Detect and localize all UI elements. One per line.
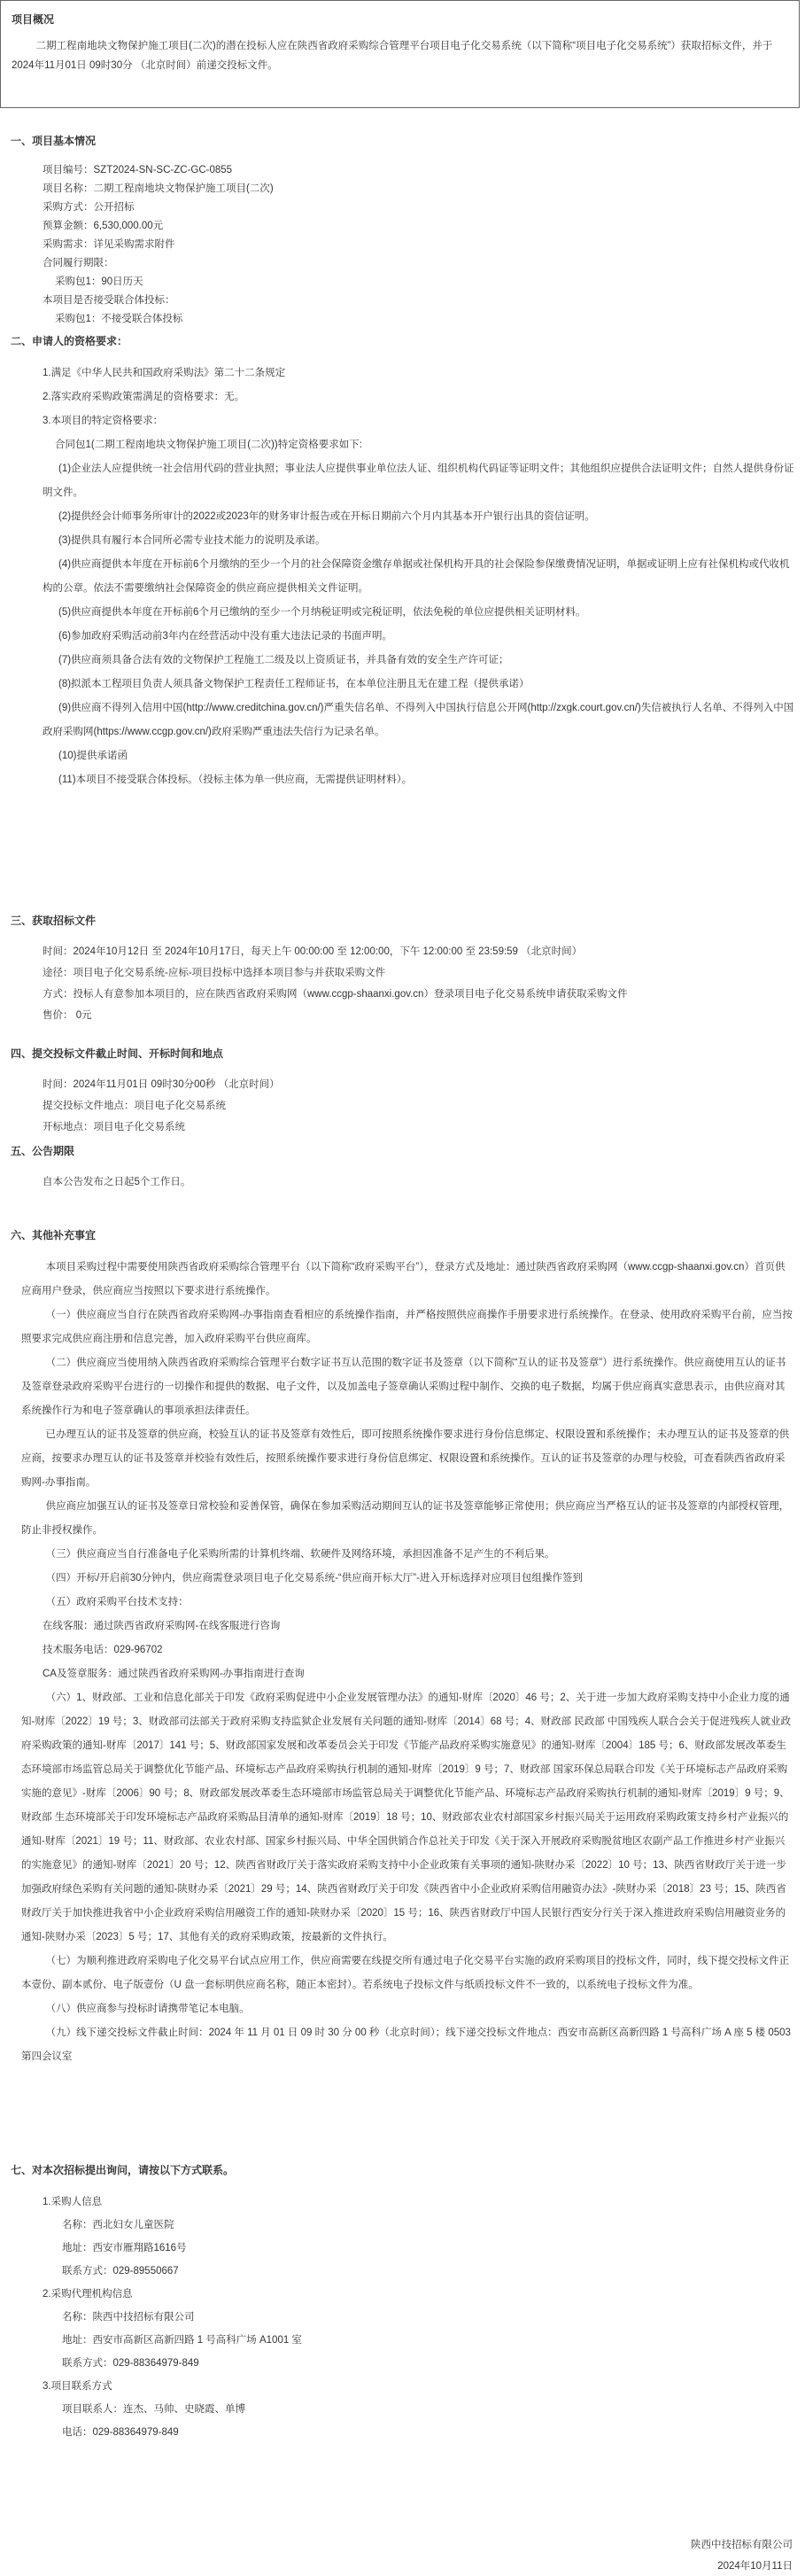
section-heading: 五、公告期限 bbox=[11, 1145, 75, 1157]
project-overview-text: 二期工程南地块文物保护施工项目(二次)的潜在投标人应在陕西省政府采购综合管理平台项目电子化交易系统（以下简称“项目电子化交易系统”）获取招标文件，并于 2024年11月01日 09时30分 （北京时间）前递交投标文件。 bbox=[12, 41, 773, 71]
supplementary-item: （一）供应商应当自行在陕西省政府采购网-办事指南查看相应的系统操作指南，并严格按照供应商操作手册要求进行系统操作。在登录、使用政府采购平台前，应当按照要求完成供应商注册和信息完善，加入政府采购平台供应商库。 bbox=[21, 1310, 793, 1344]
section-body bbox=[43, 161, 795, 329]
obtain-time: 时间：2024年10月12日 至 2024年10月17日，每天上午 00:00:00 至 12:00:00，下午 12:00:00 至 23:59:59 （北京时间） bbox=[43, 946, 583, 957]
agency-name: 名称：陕西中技招标有限公司 bbox=[62, 2312, 195, 2323]
document-price: 售价： 0元 bbox=[43, 1010, 92, 1021]
opening-location: 开标地点：项目电子化交易系统 bbox=[43, 1122, 185, 1132]
section-body bbox=[43, 1074, 795, 1138]
project-name: 项目名称：二期工程南地块文物保护施工项目(二次) bbox=[43, 183, 274, 194]
project-contact-label: 3.项目联系方式 bbox=[43, 2381, 112, 2392]
package-requirement-intro: 合同包1(二期工程南地块文物保护施工项目(二次))特定资格要求如下: bbox=[55, 440, 362, 450]
supplementary-item: （二）供应商应当使用纳入陕西省政府采购综合管理平台数字证书互认范围的数字证书及签章（以下简称“互认的证书及签章”）进行系统操作。供应商使用互认的证书及签章登录政府采购平台进行的一切操作和提供的数据、电子文件，以及加盖电子签章确认采购过程中制作、交换的电子数据，均属于供应商真实意思表示，由供应商对其系统操作行为和电子签章确认的事项承担法律责任。 bbox=[21, 1358, 786, 1416]
notice-period-text: 自本公告发布之日起5个工作日。 bbox=[43, 1177, 191, 1187]
qualification-item: 1.满足《中华人民共和国政府采购法》第二十二条规定 bbox=[43, 368, 286, 378]
agency-phone: 联系方式：029-88364979-849 bbox=[62, 2358, 199, 2369]
supplementary-item: （九）线下递交投标文件截止时间：2024 年 11 月 01 日 09 时 30 分 00 秒（北京时间）；线下递交投标文件地点：西安市高新区高新四路 1 号高科广场 A 座 5 楼 0503 第四会议室 bbox=[21, 2027, 791, 2062]
supplementary-item: 供应商应加强互认的证书及签章日常校验和妥善保管，确保在参加采购活动期间互认的证书及签章能够正常使用；供应商应当严格互认的证书及签章的内部授权管理，防止非授权操作。 bbox=[21, 1501, 790, 1536]
deadline-time: 时间：2024年11月01日 09时30分00秒 （北京时间） bbox=[43, 1079, 280, 1090]
qualification-item: 2.落实政府采购政策需满足的资格要求：无。 bbox=[43, 392, 245, 402]
policy-list: （六）1、财政部、工业和信息化部关于印发《政府采购促进中小企业发展管理办法》的通知-财库〔2020〕46 号；2、关于进一步加大政府采购支持中小企业力度的通知-财库〔2022〕19 号；3、财政部司法部关于政府采购支持监狱企业发展有关问题的通知-财库〔2014〕68 号；4、财政部 民政部 中国残疾人联合会关于促进残疾人就业政府采购政策的通知-财库〔2017〕141 号；5、财政部国家发展和改革委员会关于印发《节能产品政府采购实施意见》的通知-财库〔2004〕185 号；6、财政部发展改革委生态环境部市场监管总局关于调整优化节能产品、环境标志产品政府采购执行机制的通知-财库〔2019〕9 号；7、财政部 国家环保总局联合印发《关于环境标志产品政府采购实施的意见》-财库〔2006〕90 号；8、财政部发展改革委生态环境部市场监管总局关于调整优化节能产品、环境标志产品政府采购执行机制的通知-财库〔2019〕9 号；9、财政部 生态环境部关于印发环境标志产品政府采购品目清单的通知-财库〔2019〕18 号；10、财政部农业农村部国家乡村振兴局关于运用政府采购政策支持乡村产业振兴的通知-财库〔2021〕19 号；11、财政部、农业农村部、国家乡村振兴局、中华全国供销合作总社关于印发《关于深入开展政府采购脱贫地区农副产品工作推进乡村产业振兴的实施意见》的通知-财库〔2021〕20 号；12、陕西省财政厅关于落实政府采购支持中小企业政策有关事项的通知-陕财办采〔2022〕10 号；13、陕西省财政厅关于进一步加强政府绿色采购有关问题的通知-陕财办采〔2021〕29 号；14、陕西省财政厅关于印发《陕西省中小企业政府采购信用融资办法》-陕财办采〔2018〕23 号；15、陕西省财政厅关于加快推进我省中小企业政府采购信用融资工作的通知-陕财办采〔2020〕15 号；16、陕西省财政厅中国人民银行西安分行关于深入推进政府采购信用融资业务的通知-陕财办采〔2023〕5 号；17、其他有关的政府采购政策，按最新的文件执行。 bbox=[21, 1693, 791, 1942]
requirement-item: (3)提供具有履行本合同所必需专业技术能力的说明及承诺。 bbox=[58, 535, 326, 546]
qualification-item: 3.本项目的特定资格要求： bbox=[43, 416, 164, 426]
consortium-label: 本项目是否接受联合体投标： bbox=[43, 295, 175, 306]
project-overview-box bbox=[0, 0, 800, 108]
agency-address: 地址：西安市高新区高新四路 1 号高科广场 A1001 室 bbox=[62, 2335, 302, 2346]
section-heading: 七、对本次招标提出询问，请按以下方式联系。 bbox=[11, 2164, 235, 2176]
section-heading: 一、项目基本情况 bbox=[11, 135, 97, 147]
submission-location: 提交投标文件地点：项目电子化交易系统 bbox=[43, 1101, 226, 1111]
requirement-item: (9)供应商不得列入信用中国(http://www.creditchina.gov.cn/)严重失信名单、不得列入中国执行信息公开网(http://zxgk.court.gov.cn/)失信被执行人名单、不得列入中国政府采购网(https://www.ccgp.gov.cn/)政府采购严重违法失信行为记录名单。 bbox=[43, 703, 794, 737]
project-number: 项目编号：SZT2024-SN-SC-ZC-GC-0855 bbox=[43, 165, 233, 175]
section-body bbox=[43, 941, 795, 1026]
contract-period-label: 合同履行期限： bbox=[43, 258, 114, 268]
budget-amount: 预算金额：6,530,000.00元 bbox=[43, 221, 164, 231]
supplementary-item: （四）开标/开启前30分钟内，供应商需登录项目电子化交易系统-“供应商开标大厅”-进入开标选择对应项目包组操作签到 bbox=[45, 1573, 583, 1584]
requirement-item: (10)提供承诺函 bbox=[58, 751, 128, 761]
project-overview-title: 项目概况 bbox=[12, 13, 55, 26]
project-contact-phone: 电话：029-88364979-849 bbox=[62, 2427, 179, 2438]
procurement-method: 采购方式：公开招标 bbox=[43, 202, 135, 213]
section-heading: 三、获取招标文件 bbox=[11, 914, 97, 927]
requirement-item: (4)供应商提供本年度在开标前6个月缴纳的至少一个月的社会保障资金缴存单据或社保机构开具的社会保险参保缴费情况证明，单据或证明上应有社保机构或代收机构的公章。依法不需要缴纳社会保障资金的供应商应提供相关文件证明。 bbox=[43, 559, 790, 594]
support-online-service: 在线客服：通过陕西省政府采购网-在线客服进行咨询 bbox=[43, 1621, 281, 1631]
requirement-item: (11)本项目不接受联合体投标。（投标主体为单一供应商，无需提供证明材料）。 bbox=[58, 774, 413, 785]
issuer-name: 陕西中技招标有限公司 bbox=[691, 2540, 793, 2550]
section-heading: 四、提交投标文件截止时间、开标时间和地点 bbox=[11, 1047, 224, 1060]
support-phone: 技术服务电话：029-96702 bbox=[43, 1645, 163, 1655]
obtain-channel: 途径：项目电子化交易系统-应标-项目投标中选择本项目参与并获取采购文件 bbox=[43, 968, 386, 978]
consortium-package: 采购包1：不接受联合体投标 bbox=[55, 314, 183, 324]
purchaser-name: 名称：西北妇女儿童医院 bbox=[62, 2220, 174, 2230]
purchaser-info-label: 1.采购人信息 bbox=[43, 2197, 103, 2207]
procurement-requirement: 采购需求：详见采购需求附件 bbox=[43, 239, 175, 250]
agency-info-label: 2.采购代理机构信息 bbox=[43, 2289, 133, 2300]
requirement-item: (6)参加政府采购活动前3年内在经营活动中没有重大违法记录的书面声明。 bbox=[58, 631, 392, 642]
supplementary-item: 已办理互认的证书及签章的供应商，校验互认的证书及签章有效性后，即可按照系统操作要求进行身份信息绑定、权限设置和系统操作；未办理互认的证书及签章的供应商，按要求办理互认的证书及签章并校验有效性后，按照系统操作要求进行身份信息绑定、权限设置和系统操作。互认的证书及签章的办理与校验，可查看陕西省政府采购网-办事指南。 bbox=[21, 1429, 790, 1488]
requirement-item: (5)供应商提供本年度在开标前6个月已缴纳的至少一个月纳税证明或完税证明，依法免税的单位应提供相关证明材料。 bbox=[58, 607, 586, 618]
supplementary-item: （七）为顺利推进政府采购电子化交易平台试点应用工作，供应商需要在线提交所有通过电子化交易平台实施的政府采购项目的投标文件，同时，线下提交投标文件正本壹份、副本贰份、电子版壹份（U 盘一套标明供应商名称，随正本密封）。若系统电子投标文件与纸质投标文件不一致的，以系统电子投标文件为准。 bbox=[21, 1956, 790, 1990]
supplementary-intro: 本项目采购过程中需要使用陕西省政府采购综合管理平台（以下简称“政府采购平台”），登录方式及地址：通过陕西省政府采购网（www.ccgp-shaanxi.gov.cn）首页供应商用户登录，供应商应当按照以下要求进行系统操作。 bbox=[21, 1262, 786, 1296]
requirement-item: (7)供应商须具备合法有效的文物保护工程施工二级及以上资质证书，并具备有效的安全生产许可证； bbox=[58, 655, 509, 665]
requirement-item: (1)企业法人应提供统一社会信用代码的营业执照；事业法人应提供事业单位法人证、组织机构代码证等证明文件；其他组织应提供合法证明文件；自然人提供身份证明文件。 bbox=[43, 463, 794, 498]
section-body bbox=[43, 1171, 795, 1193]
contract-period-package: 采购包1：90日历天 bbox=[55, 276, 143, 287]
obtain-method: 方式：投标人有意参加本项目的，应在陕西省政府采购网（www.ccgp-shaanxi.gov.cn）登录项目电子化交易系统申请获取采购文件 bbox=[43, 989, 628, 1000]
requirement-item: (2)提供经会计师事务所审计的2022或2023年的财务审计报告或在开标日期前六个月内其基本开户银行出具的资信证明。 bbox=[58, 511, 595, 522]
section-heading: 二、申请人的资格要求： bbox=[11, 335, 128, 347]
support-ca-service: CA及签章服务：通过陕西省政府采购网-办事指南进行查询 bbox=[43, 1669, 305, 1679]
issue-date: 2024年10月11日 bbox=[717, 2561, 793, 2572]
supplementary-item: （三）供应商应当自行准备电子化采购所需的计算机终端、软硬件及网络环境，承担因准备不足产生的不利后果。 bbox=[45, 1549, 555, 1560]
supplementary-item: （五）政府采购平台技术支持： bbox=[45, 1597, 189, 1607]
section-body bbox=[21, 1256, 793, 2069]
purchaser-phone: 联系方式：029-89550667 bbox=[62, 2266, 179, 2276]
project-contact-persons: 项目联系人：连杰、马帅、史晓霞、单博 bbox=[62, 2404, 245, 2415]
purchaser-address: 地址：西安市雁翔路1616号 bbox=[62, 2243, 187, 2253]
section-heading: 六、其他补充事宜 bbox=[11, 1229, 97, 1241]
section-body bbox=[43, 362, 795, 792]
requirement-item: (8)拟派本工程项目负责人须具备文物保护工程责任工程师证书，在本单位注册且无在建工程（提供承诺） bbox=[58, 679, 530, 689]
section-body bbox=[43, 2191, 795, 2444]
supplementary-item: （八）供应商参与投标时请携带笔记本电脑。 bbox=[45, 2004, 250, 2014]
